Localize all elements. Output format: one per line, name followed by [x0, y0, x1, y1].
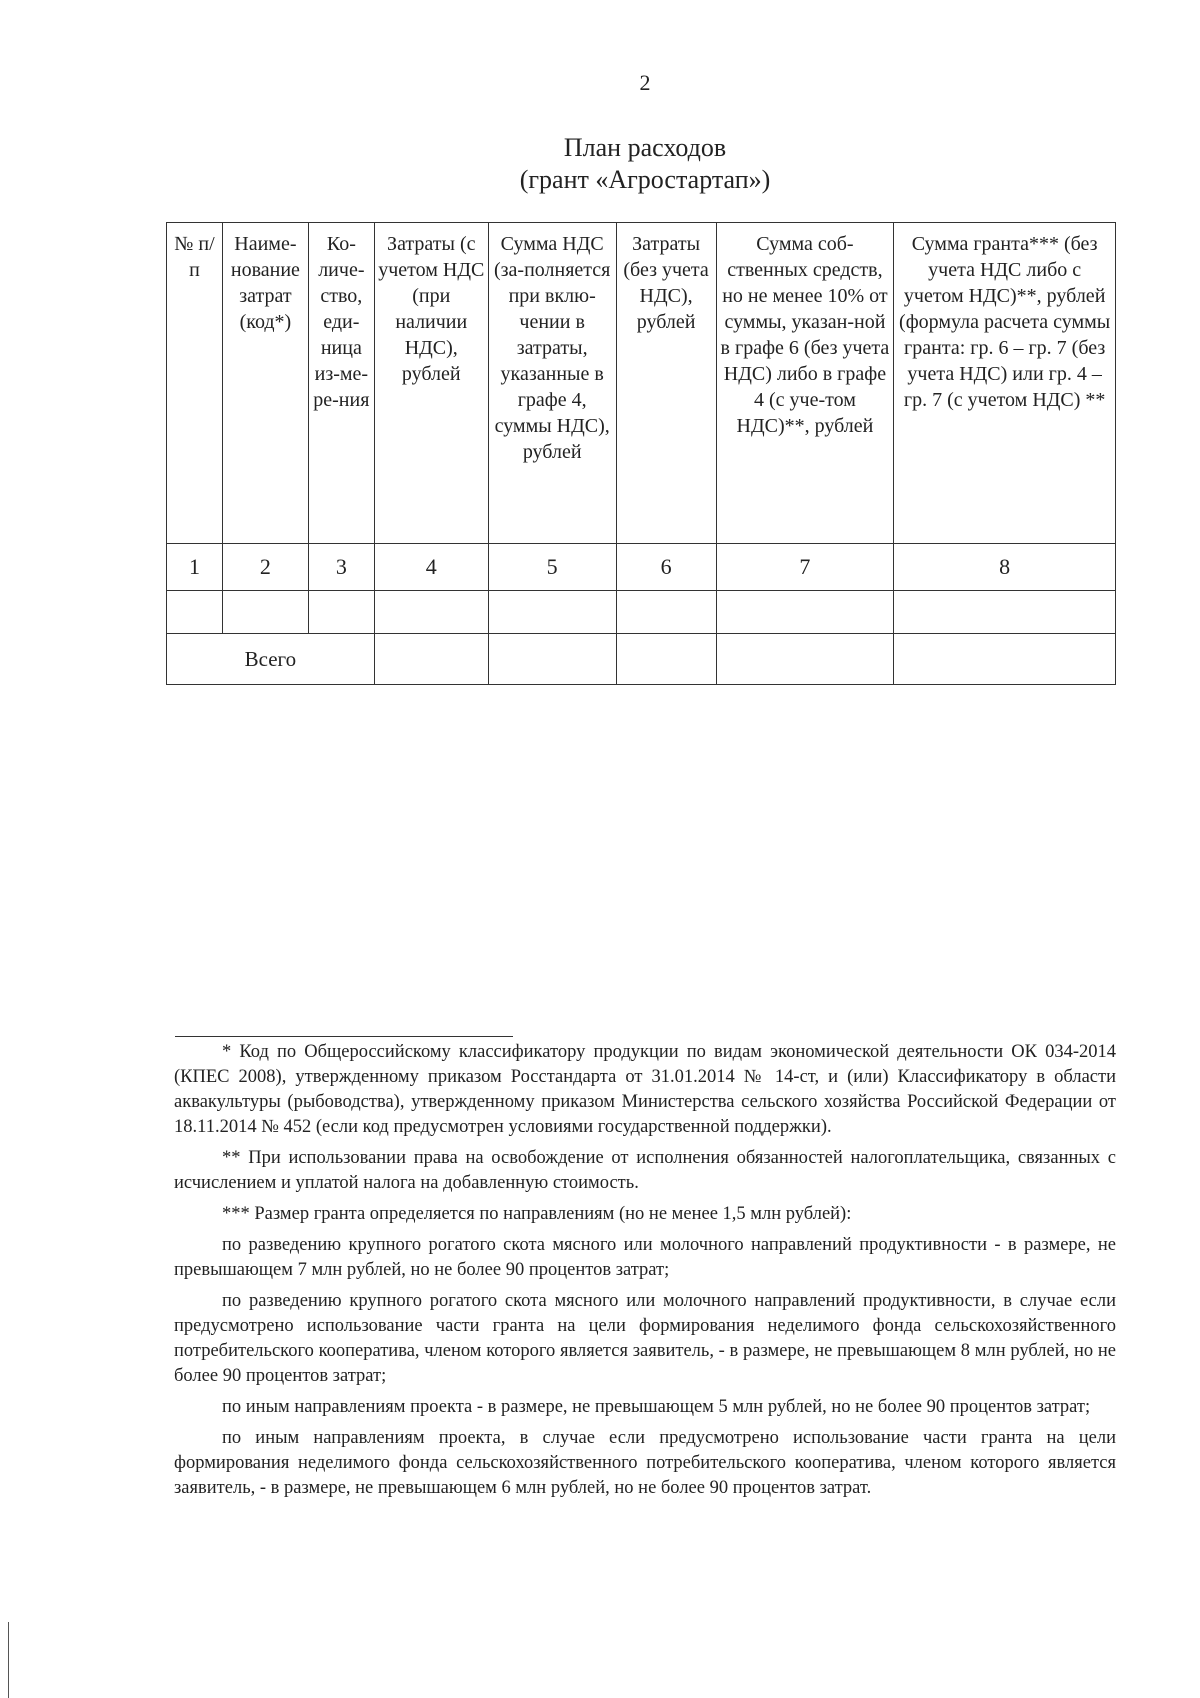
- scan-edge-mark: [8, 1622, 9, 1698]
- footnotes: [174, 1040, 1116, 1507]
- empty-cell: [167, 591, 223, 634]
- footnote: *** Размер гранта определяется по направлениям (но не менее 1,5 млн рублей):: [222, 1204, 852, 1224]
- column-number-cell: 5: [488, 544, 616, 591]
- footnote: по иным направлениям проекта, в случае если предусмотрено использование части гранта на цели формирования неделимого фонда сельскохозяйственного потребительского кооператива, членом которого является заявитель, - в размере, не превышающем 6 млн рублей, но не более 90 процентов затрат.: [174, 1428, 1116, 1498]
- document-title: [0, 132, 1200, 196]
- header-cell: Сумма соб-ственных средств, но не менее 10% от суммы, указан-ной в графе 6 (без учета НДС) либо в графе 4 (с уче-том НДС)**, рублей: [716, 223, 894, 544]
- footnote: ** При использовании права на освобождение от исполнения обязанностей налогоплательщика, связанных с исчислением и уплатой налога на добавленную стоимость.: [174, 1148, 1116, 1193]
- empty-cell: [308, 591, 374, 634]
- title-line-2: (грант «Агростартап»): [519, 165, 771, 194]
- column-number-cell: 8: [894, 544, 1116, 591]
- empty-cell: [488, 591, 616, 634]
- header-cell: Наиме-нование затрат (код*): [222, 223, 308, 544]
- header-cell: Сумма гранта*** (без учета НДС либо с учетом НДС)**, рублей (формула расчета суммы гранта: гр. 6 – гр. 7 (без учета НДС) или гр. 4 – гр. 7 (с учетом НДС) **: [894, 223, 1116, 544]
- footnote: по иным направлениям проекта - в размере, не превышающем 5 млн рублей, но не более 90 процентов затрат;: [222, 1397, 1091, 1417]
- empty-cell: [374, 591, 488, 634]
- expense-plan-table: [166, 222, 1116, 685]
- title-line-1: План расходов: [563, 133, 727, 162]
- table-header-row: [167, 223, 1116, 544]
- column-number-cell: 1: [167, 544, 223, 591]
- empty-cell: [894, 591, 1116, 634]
- empty-cell: [616, 634, 716, 685]
- empty-cell: [616, 591, 716, 634]
- footnote: по разведению крупного рогатого скота мясного или молочного направлений продуктивности - в размере, не превышающем 7 млн рублей, но не более 90 процентов затрат;: [174, 1235, 1116, 1280]
- header-cell: Ко-личе-ство, еди-ница из-ме-ре-ния: [308, 223, 374, 544]
- column-number-cell: 7: [716, 544, 894, 591]
- empty-cell: [716, 634, 894, 685]
- total-label: Всего: [167, 634, 375, 685]
- column-number-cell: 2: [222, 544, 308, 591]
- footnote: * Код по Общероссийскому классификатору продукции по видам экономической деятельности ОК 034-2014 (КПЕС 2008), утвержденному приказом Росстандарта от 31.01.2014 № 14-ст, и (или) Классификатору в области аквакультуры (рыбоводства), утвержденному приказом Министерства сельского хозяйства Российской Федерации от 18.11.2014 № 452 (если код предусмотрен условиями государственной поддержки).: [174, 1042, 1116, 1137]
- footnote: по разведению крупного рогатого скота мясного или молочного направлений продуктивности, в случае если предусмотрено использование части гранта на цели формирования неделимого фонда сельскохозяйственного потребительского кооператива, членом которого является заявитель, - в размере, не превышающем 8 млн рублей, но не более 90 процентов затрат;: [174, 1291, 1116, 1386]
- footnote-separator: [175, 1036, 513, 1037]
- empty-cell: [222, 591, 308, 634]
- header-cell: Затраты (без учета НДС), рублей: [616, 223, 716, 544]
- column-number-row: [167, 544, 1116, 591]
- column-number-cell: 3: [308, 544, 374, 591]
- column-number-cell: 4: [374, 544, 488, 591]
- empty-cell: [488, 634, 616, 685]
- header-cell: Сумма НДС (за-полняется при вклю-чении в затраты, указанные в графе 4, суммы НДС), рублей: [488, 223, 616, 544]
- empty-cell: [894, 634, 1116, 685]
- total-row: [167, 634, 1116, 685]
- page-number: 2: [639, 70, 651, 95]
- header-cell: № п/п: [167, 223, 223, 544]
- empty-cell: [716, 591, 894, 634]
- column-number-cell: 6: [616, 544, 716, 591]
- header-cell: Затраты (с учетом НДС (при наличии НДС), рублей: [374, 223, 488, 544]
- empty-cell: [374, 634, 488, 685]
- table-row: [167, 591, 1116, 634]
